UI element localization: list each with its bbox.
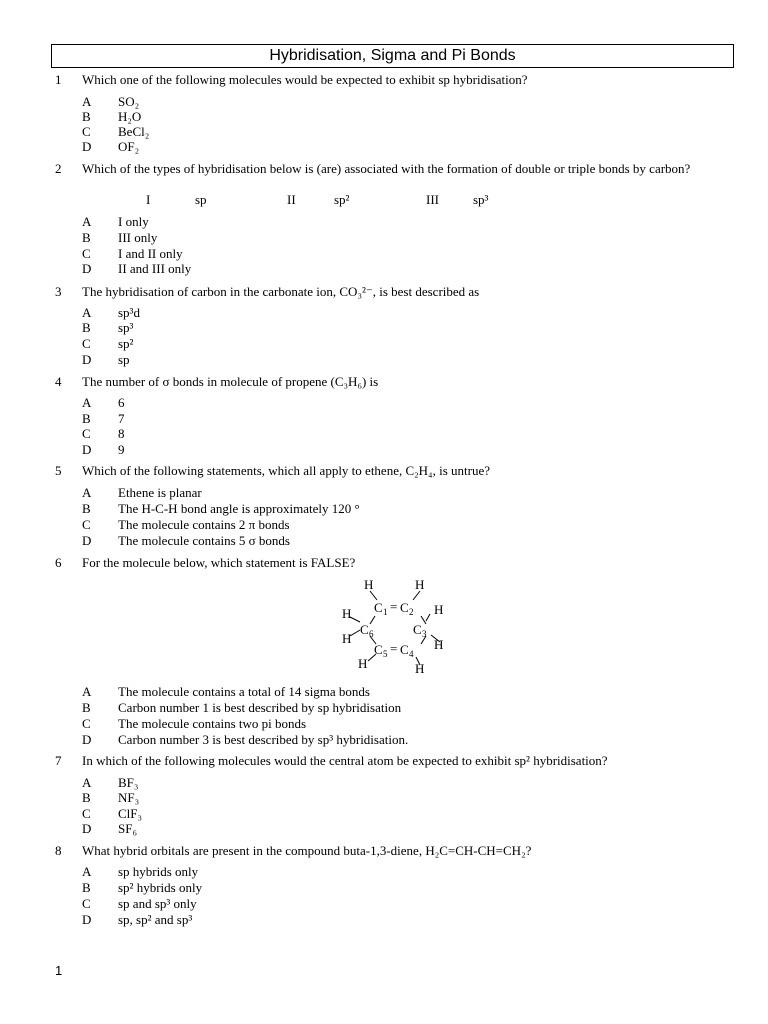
option-letter: C xyxy=(82,716,91,731)
atom-h: H xyxy=(434,637,444,652)
option-8a[interactable] xyxy=(0,864,768,880)
option-letter: C xyxy=(82,246,91,261)
type-numeral: III xyxy=(426,192,439,207)
option-1d[interactable] xyxy=(0,139,768,155)
question-number: 6 xyxy=(55,555,62,570)
option-letter: D xyxy=(82,261,92,276)
option-3d[interactable] xyxy=(0,352,768,368)
question-number: 7 xyxy=(55,753,62,768)
question-number: 8 xyxy=(55,843,62,858)
type-numeral: I xyxy=(146,192,151,207)
option-6b[interactable] xyxy=(0,700,768,716)
option-text: The H-C-H bond angle is approximately 120 ° xyxy=(118,501,360,516)
option-1b[interactable] xyxy=(0,109,768,125)
option-letter: D xyxy=(82,139,92,154)
option-letter: A xyxy=(82,94,92,109)
option-letter: D xyxy=(82,732,92,747)
option-letter: A xyxy=(82,684,92,699)
carbon-number-1: 1 xyxy=(383,607,388,617)
carbon-number-6: 6 xyxy=(369,629,374,639)
option-letter: B xyxy=(82,320,91,335)
option-5a[interactable] xyxy=(0,485,768,501)
carbon-number-4: 4 xyxy=(409,649,414,659)
option-letter: B xyxy=(82,880,91,895)
question-number: 4 xyxy=(55,374,62,389)
option-6c[interactable] xyxy=(0,716,768,732)
option-2c[interactable] xyxy=(0,246,768,262)
hybridisation-types xyxy=(0,192,768,208)
option-5c[interactable] xyxy=(0,517,768,533)
question-text: In which of the following molecules would the central atom be expected to exhibit sp² hybridisation? xyxy=(82,753,608,768)
carbon-number-3: 3 xyxy=(422,629,427,639)
option-8b[interactable] xyxy=(0,880,768,896)
option-text: ClF₃ xyxy=(118,806,143,821)
question-text: The number of σ bonds in molecule of propene (C₃H₆) is xyxy=(82,374,379,389)
type-label: sp³ xyxy=(473,192,489,207)
option-letter: D xyxy=(82,912,92,927)
option-text: NF₃ xyxy=(118,790,140,805)
bond-c1-c6 xyxy=(370,616,375,624)
option-2a[interactable] xyxy=(0,214,768,230)
atom-h: H xyxy=(415,661,425,676)
option-4c[interactable] xyxy=(0,426,768,442)
option-letter: C xyxy=(82,806,91,821)
type-numeral: II xyxy=(287,192,296,207)
option-text: SO₂ xyxy=(118,94,140,109)
option-text: 6 xyxy=(118,395,125,410)
option-6d[interactable] xyxy=(0,732,768,748)
carbon-number-2: 2 xyxy=(409,607,414,617)
option-4a[interactable] xyxy=(0,395,768,411)
option-letter: A xyxy=(82,305,92,320)
atom-c1: C xyxy=(374,600,383,615)
option-text: sp and sp³ only xyxy=(118,896,197,911)
option-7b[interactable] xyxy=(0,790,768,806)
page-title: Hybridisation, Sigma and Pi Bonds xyxy=(51,44,734,68)
bond-h-c6-lower xyxy=(350,630,360,636)
option-letter: B xyxy=(82,230,91,245)
atom-h: H xyxy=(434,602,444,617)
molecule-diagram xyxy=(330,575,460,679)
option-letter: C xyxy=(82,336,91,351)
option-letter: D xyxy=(82,533,92,548)
atom-h: H xyxy=(358,656,368,671)
question-text: Which one of the following molecules would be expected to exhibit sp hybridisation? xyxy=(82,72,528,87)
option-text: III only xyxy=(118,230,158,245)
option-text: BeCl₂ xyxy=(118,124,150,139)
atom-c3: C xyxy=(413,622,422,637)
question-number: 3 xyxy=(55,284,62,299)
option-letter: C xyxy=(82,896,91,911)
double-bond-c1-c2: = xyxy=(390,599,398,614)
atom-c5: C xyxy=(374,642,383,657)
question-number: 2 xyxy=(55,161,62,176)
atom-c6: C xyxy=(360,622,369,637)
page-number: 1 xyxy=(55,963,63,978)
atom-h: H xyxy=(342,606,352,621)
bond-h-c1 xyxy=(370,591,377,600)
option-text: sp³d xyxy=(118,305,140,320)
option-letter: B xyxy=(82,790,91,805)
option-8d[interactable] xyxy=(0,912,768,928)
option-letter: A xyxy=(82,395,92,410)
option-5d[interactable] xyxy=(0,533,768,549)
option-8c[interactable] xyxy=(0,896,768,912)
option-letter: A xyxy=(82,775,92,790)
option-text: I and II only xyxy=(118,246,183,261)
option-2b[interactable] xyxy=(0,230,768,246)
option-text: The molecule contains 5 σ bonds xyxy=(118,533,290,548)
option-letter: A xyxy=(82,485,92,500)
option-text: 9 xyxy=(118,442,125,457)
option-letter: B xyxy=(82,700,91,715)
option-text: sp xyxy=(118,352,130,367)
option-text: OF₂ xyxy=(118,139,140,154)
option-letter: A xyxy=(82,864,92,879)
option-text: sp³ xyxy=(118,320,134,335)
option-letter: C xyxy=(82,517,91,532)
option-text: The molecule contains a total of 14 sigma bonds xyxy=(118,684,370,699)
type-label: sp xyxy=(195,192,207,207)
option-text: Carbon number 3 is best described by sp³ hybridisation. xyxy=(118,732,409,747)
option-letter: D xyxy=(82,442,92,457)
option-text: The molecule contains two pi bonds xyxy=(118,716,307,731)
option-3c[interactable] xyxy=(0,336,768,352)
option-text: II and III only xyxy=(118,261,192,276)
option-text: I only xyxy=(118,214,149,229)
question-text: Which of the following statements, which all apply to ethene, C₂H₄, is untrue? xyxy=(82,463,490,478)
bond-h-c6-upper xyxy=(350,617,360,622)
option-1a[interactable] xyxy=(0,94,768,110)
option-text: The molecule contains 2 π bonds xyxy=(118,517,290,532)
question-text: For the molecule below, which statement is FALSE? xyxy=(82,555,356,570)
option-letter: B xyxy=(82,411,91,426)
question-text: Which of the types of hybridisation below is (are) associated with the formation of double or triple bonds by carbon? xyxy=(82,161,691,176)
option-letter: C xyxy=(82,426,91,441)
option-4d[interactable] xyxy=(0,442,768,458)
bond-h-c2 xyxy=(413,591,420,600)
option-text: 8 xyxy=(118,426,125,441)
option-7d[interactable] xyxy=(0,821,768,837)
option-2d[interactable] xyxy=(0,261,768,277)
question-text: The hybridisation of carbon in the carbonate ion, CO₃²⁻, is best described as xyxy=(82,284,480,299)
option-7a[interactable] xyxy=(0,775,768,791)
option-text: SF₆ xyxy=(118,821,137,836)
option-text: sp hybrids only xyxy=(118,864,199,879)
option-6a[interactable] xyxy=(0,684,768,700)
atom-h: H xyxy=(415,577,425,592)
option-7c[interactable] xyxy=(0,806,768,822)
atom-c2: C xyxy=(400,600,409,615)
atom-h: H xyxy=(342,631,352,646)
option-text: sp² xyxy=(118,336,134,351)
option-letter: B xyxy=(82,501,91,516)
option-text: sp² hybrids only xyxy=(118,880,203,895)
double-bond-c5-c4: = xyxy=(390,641,398,656)
option-text: sp, sp² and sp³ xyxy=(118,912,193,927)
option-3b[interactable] xyxy=(0,320,768,336)
option-text: Ethene is planar xyxy=(118,485,202,500)
bond-c2-c3 xyxy=(421,616,426,624)
option-text: Carbon number 1 is best described by sp hybridisation xyxy=(118,700,402,715)
option-letter: A xyxy=(82,214,92,229)
option-5b[interactable] xyxy=(0,501,768,517)
option-text: BF₃ xyxy=(118,775,139,790)
option-1c[interactable] xyxy=(0,124,768,140)
atom-c4: C xyxy=(400,642,409,657)
option-letter: D xyxy=(82,821,92,836)
option-letter: D xyxy=(82,352,92,367)
option-3a[interactable] xyxy=(0,305,768,321)
question-text: What hybrid orbitals are present in the compound buta-1,3-diene, H₂C=CH-CH=CH₂? xyxy=(82,843,532,858)
option-text: 7 xyxy=(118,411,125,426)
bond-c2-c3-side xyxy=(426,614,430,621)
question-number: 1 xyxy=(55,72,62,87)
type-label: sp² xyxy=(334,192,350,207)
option-letter: C xyxy=(82,124,91,139)
option-4b[interactable] xyxy=(0,411,768,427)
option-text: H₂O xyxy=(118,109,142,124)
question-number: 5 xyxy=(55,463,62,478)
option-letter: B xyxy=(82,109,91,124)
atom-h: H xyxy=(364,577,374,592)
carbon-number-5: 5 xyxy=(383,649,388,659)
